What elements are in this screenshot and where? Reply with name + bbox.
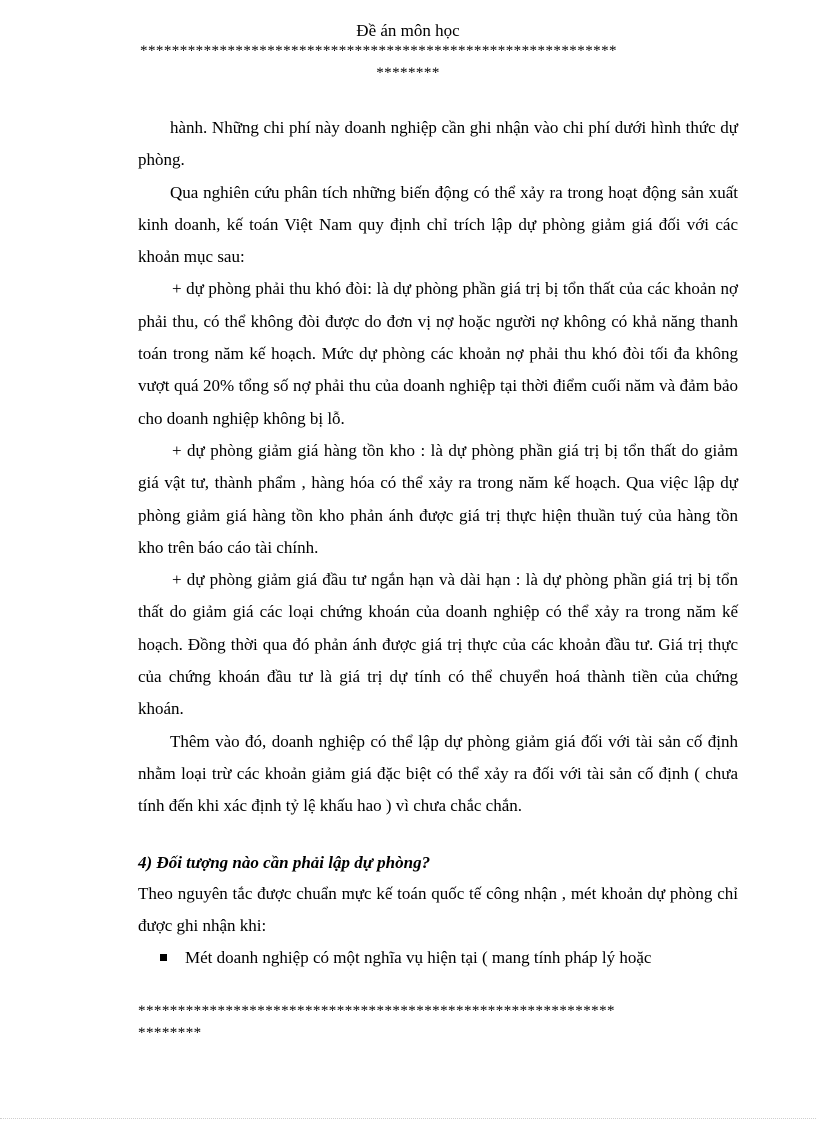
footer-star-divider: ************************************************************ [138,1003,615,1019]
paragraph: Qua nghiên cứu phân tích những biến động có thể xảy ra trong hoạt động sản xuất kinh doanh, kế toán Việt Nam quy định chỉ trích lập dự phòng giảm giá đối với các khoản mục sau: [138,182,738,267]
paragraph: Theo nguyên tắc được chuẩn mực kế toán quốc tế công nhận , mét khoản dự phòng chỉ được ghi nhận khi: [138,884,738,935]
header-star-divider: ************************************************************ [140,43,617,59]
list-item-text: Mét doanh nghiệp có một nghĩa vụ hiện tại ( mang tính pháp lý hoặc [185,948,652,967]
paragraph: Thêm vào đó, doanh nghiệp có thể lập dự phòng giảm giá đối với tài sản cố định nhằm loại trừ các khoản giảm giá đặc biệt có thể xảy ra đối với tài sản cố định ( chưa tính đến khi xác định tỷ lệ khấu hao ) vì chưa chắc chắn. [138,731,738,816]
footer-star-divider-continued: ******** [138,1025,202,1041]
section-heading: 4) Đối tượng nào cần phải lập dự phòng? [138,853,431,872]
page-bottom-edge [0,1118,816,1119]
page-header-title: Đề án môn học [356,21,460,40]
paragraph-receivables-provision: + dự phòng phải thu khó đòi: là dự phòng phần giá trị bị tổn thất của các khoản nợ phải thu, có thể không đòi được do đơn vị nợ hoặc người nợ không có khả năng thanh toán trong năm kế hoạch. Mức dự phòng các khoản nợ phải thu khó đòi tối đa không vượt quá 20% tổng số nợ phải thu của doanh nghiệp tại thời điểm cuối năm và đảm bảo cho doanh nghiệp không bị lỗ. [138,279,738,428]
body-text [138,112,738,823]
list-item [160,942,740,974]
paragraph-inventory-provision: + dự phòng giảm giá hàng tồn kho : là dự phòng phần giá trị bị tổn thất do giảm giá vật tư, thành phẩm , hàng hóa có thể xảy ra trong năm kế hoạch. Qua việc lập dự phòng giảm giá hàng tồn kho phản ánh được giá trị thực hiện thuần tuý của hàng tồn kho trên báo cáo tài chính. [138,440,738,557]
paragraph: hành. Những chi phí này doanh nghiệp cần ghi nhận vào chi phí dưới hình thức dự phòng. [138,118,738,170]
square-bullet-icon [160,954,167,961]
paragraph-investment-provision: + dự phòng giảm giá đầu tư ngắn hạn và dài hạn : là dự phòng phần giá trị bị tổn thất do giảm giá các loại chứng khoán của doanh nghiệp có thể xảy ra trong năm kế hoạch. Đồng thời qua đó phản ánh được giá trị thực của các khoản đầu tư. Giá trị thực của chứng khoán đầu tư là giá trị dự tính có thể chuyển hoá thành tiền của chứng khoán. [138,570,738,719]
section-intro [138,878,738,942]
header-star-divider-continued: ******** [376,65,440,81]
